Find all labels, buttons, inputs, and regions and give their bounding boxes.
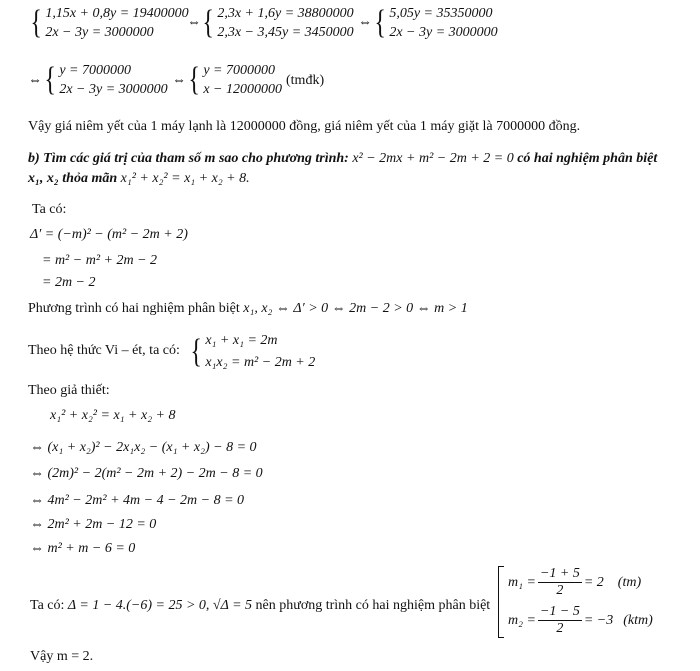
system-row: 2x − 3y = 3000000 [45, 25, 154, 40]
system-row: x − 12000000 [203, 82, 282, 97]
system-5: { y = 7000000 x − 12000000 [188, 61, 282, 98]
root-m2 [508, 604, 653, 637]
final-math: Δ = 1 − 4.(−6) = 25 > 0, √Δ = 5 [67, 598, 253, 613]
step-line: ⇔ (x₁ + x₂)² − 2x₁x₂ − (x₁ + x₂) − 8 = 0 [30, 440, 257, 455]
delta-line: = 2m − 2 [42, 275, 96, 290]
roots-bracket [498, 566, 504, 638]
vieta-row: x₁ + x₁ = 2m [205, 333, 278, 348]
m1-rhs: = 2 [583, 574, 604, 590]
part-b-text: b) Tìm các giá trị của tham số m sao cho phương trình: [28, 151, 349, 166]
step-line: ⇔ m² + m − 6 = 0 [30, 541, 136, 556]
root-m1 [508, 566, 641, 599]
delta-line: Δ′ = (−m)² − (m² − 2m + 2) [30, 227, 188, 242]
m2-rhs: = −3 [583, 612, 614, 628]
system-row: 2,3x − 3,45y = 3450000 [217, 25, 354, 40]
m1-numerator: −1 + 5 [539, 566, 580, 581]
final-discriminant [30, 597, 490, 615]
m2-note: (ktm) [623, 612, 653, 628]
part-b-condition: x₁² + x₂² = x₁ + x₂ + 8. [120, 171, 250, 186]
system-row: y = 7000000 [203, 63, 275, 78]
part-b-line2: x₁, x₂ thỏa mãn [28, 171, 118, 186]
part-b-equation: x² − 2mx + m² − 2m + 2 = 0 [352, 151, 514, 166]
m1-fraction [538, 566, 582, 599]
step-line: ⇔ 4m² − 2m² + 4m − 4 − 2m − 8 = 0 [30, 493, 245, 508]
step-line: x₁² + x₂² = x₁ + x₂ + 8 [50, 408, 176, 423]
part-b-heading-line2 [28, 170, 250, 188]
equiv-symbol: ⇔ [172, 73, 186, 88]
two-roots-math: x₁, x₂ ⇔ Δ′ > 0 ⇔ 2m − 2 > 0 ⇔ m > 1 [243, 301, 468, 316]
system-row: 2x − 3y = 3000000 [59, 82, 168, 97]
m1-denominator: 2 [556, 583, 564, 598]
m1-lhs: m₁ = [508, 574, 536, 590]
step-line: ⇔ 2m² + 2m − 12 = 0 [30, 517, 157, 532]
m2-lhs: m₂ = [508, 612, 536, 628]
system-row: y = 7000000 [59, 63, 131, 78]
two-roots-text: Phương trình có hai nghiệm phân biệt [28, 301, 240, 316]
answer: Vậy m = 2. [30, 649, 94, 664]
tmdk-note: (tmđk) [286, 73, 325, 88]
system-row: 1,15x + 0,8y = 19400000 [45, 6, 189, 21]
vieta-row: x₁x₂ = m² − 2m + 2 [205, 355, 316, 370]
system-4: { y = 7000000 2x − 3y = 3000000 [44, 61, 168, 98]
two-roots-condition [28, 300, 468, 318]
step-line: ⇔ (2m)² − 2(m² − 2m + 2) − 2m − 8 = 0 [30, 466, 263, 481]
system-row: 2,3x + 1,6y = 38800000 [217, 6, 354, 21]
equiv-symbol: ⇔ [358, 15, 372, 30]
part-b-tail: có hai nghiệm phân biệt [517, 151, 658, 166]
equiv-symbol: ⇔ [28, 73, 42, 88]
part-b-heading [28, 150, 657, 168]
system-row: 5,05y = 35350000 [389, 6, 493, 21]
ta-co-label: Ta có: [32, 202, 67, 217]
m2-numerator: −1 − 5 [539, 604, 580, 619]
vieta-label: Theo hệ thức Vi – ét, ta có: [28, 343, 180, 358]
final-text: nên phương trình có hai nghiệm phân biệt [255, 598, 491, 613]
m2-denominator: 2 [556, 621, 564, 636]
hypothesis-label: Theo giả thiết: [28, 383, 110, 398]
equiv-symbol: ⇔ [187, 15, 201, 30]
system-row: 2x − 3y = 3000000 [389, 25, 498, 40]
vieta-system: { x₁ + x₁ = 2m x₁x₂ = m² − 2m + 2 [188, 330, 315, 374]
delta-line: = m² − m² + 2m − 2 [42, 253, 158, 268]
system-1: { 1,15x + 0,8y = 19400000 2x − 3y = 3000000 [30, 4, 189, 41]
system-2: { 2,3x + 1,6y = 38800000 2,3x − 3,45y = 3450000 [202, 4, 354, 41]
m1-note: (tm) [617, 574, 642, 590]
system-3: { 5,05y = 35350000 2x − 3y = 3000000 [374, 4, 498, 41]
m2-fraction [538, 604, 582, 637]
conclusion-a: Vậy giá niêm yết của 1 máy lạnh là 12000000 đồng, giá niêm yết của 1 máy giặt là 7000000 đồng. [28, 119, 581, 134]
final-prefix: Ta có: [30, 598, 65, 613]
